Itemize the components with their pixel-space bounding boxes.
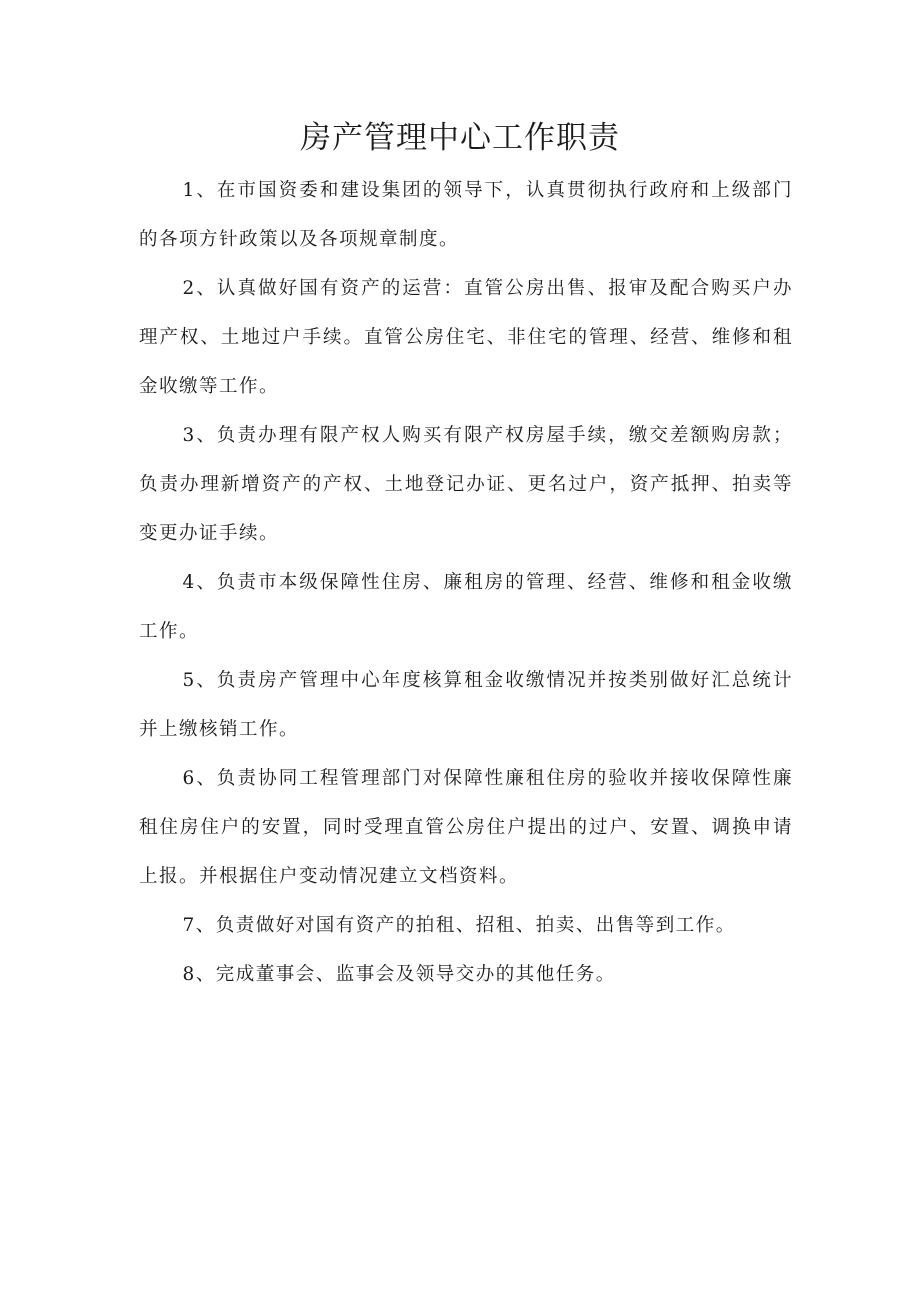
duty-paragraph-3: 3、负责办理有限产权人购买有限产权房屋手续，缴交差额购房款；负责办理新增资产的产权、土地登记办证、更名过户，资产抵押、拍卖等变更办证手续。 (139, 425, 793, 544)
document-body (139, 166, 793, 999)
duty-paragraph-6: 6、负责协同工程管理部门对保障性廉租住房的验收并接收保障性廉租住房住户的安置，同时受理直管公房住户提出的过户、安置、调换申请上报。并根据住户变动情况建立文档资料。 (139, 768, 793, 887)
duty-paragraph-7: 7、负责做好对国有资产的拍租、招租、拍卖、出售等到工作。 (182, 915, 736, 936)
duty-paragraph-4: 4、负责市本级保障性住房、廉租房的管理、经营、维修和租金收缴工作。 (139, 572, 793, 642)
duty-paragraph-5: 5、负责房产管理中心年度核算租金收缴情况并按类别做好汇总统计并上缴核销工作。 (139, 670, 793, 740)
page-title: 房产管理中心工作职责 (300, 120, 620, 156)
duty-paragraph-1: 1、在市国资委和建设集团的领导下，认真贯彻执行政府和上级部门的各项方针政策以及各项规章制度。 (139, 180, 793, 250)
duty-paragraph-8: 8、完成董事会、监事会及领导交办的其他任务。 (182, 964, 616, 985)
duty-paragraph-2: 2、认真做好国有资产的运营：直管公房出售、报审及配合购买户办理产权、土地过户手续。直管公房住宅、非住宅的管理、经营、维修和租金收缴等工作。 (139, 278, 793, 397)
